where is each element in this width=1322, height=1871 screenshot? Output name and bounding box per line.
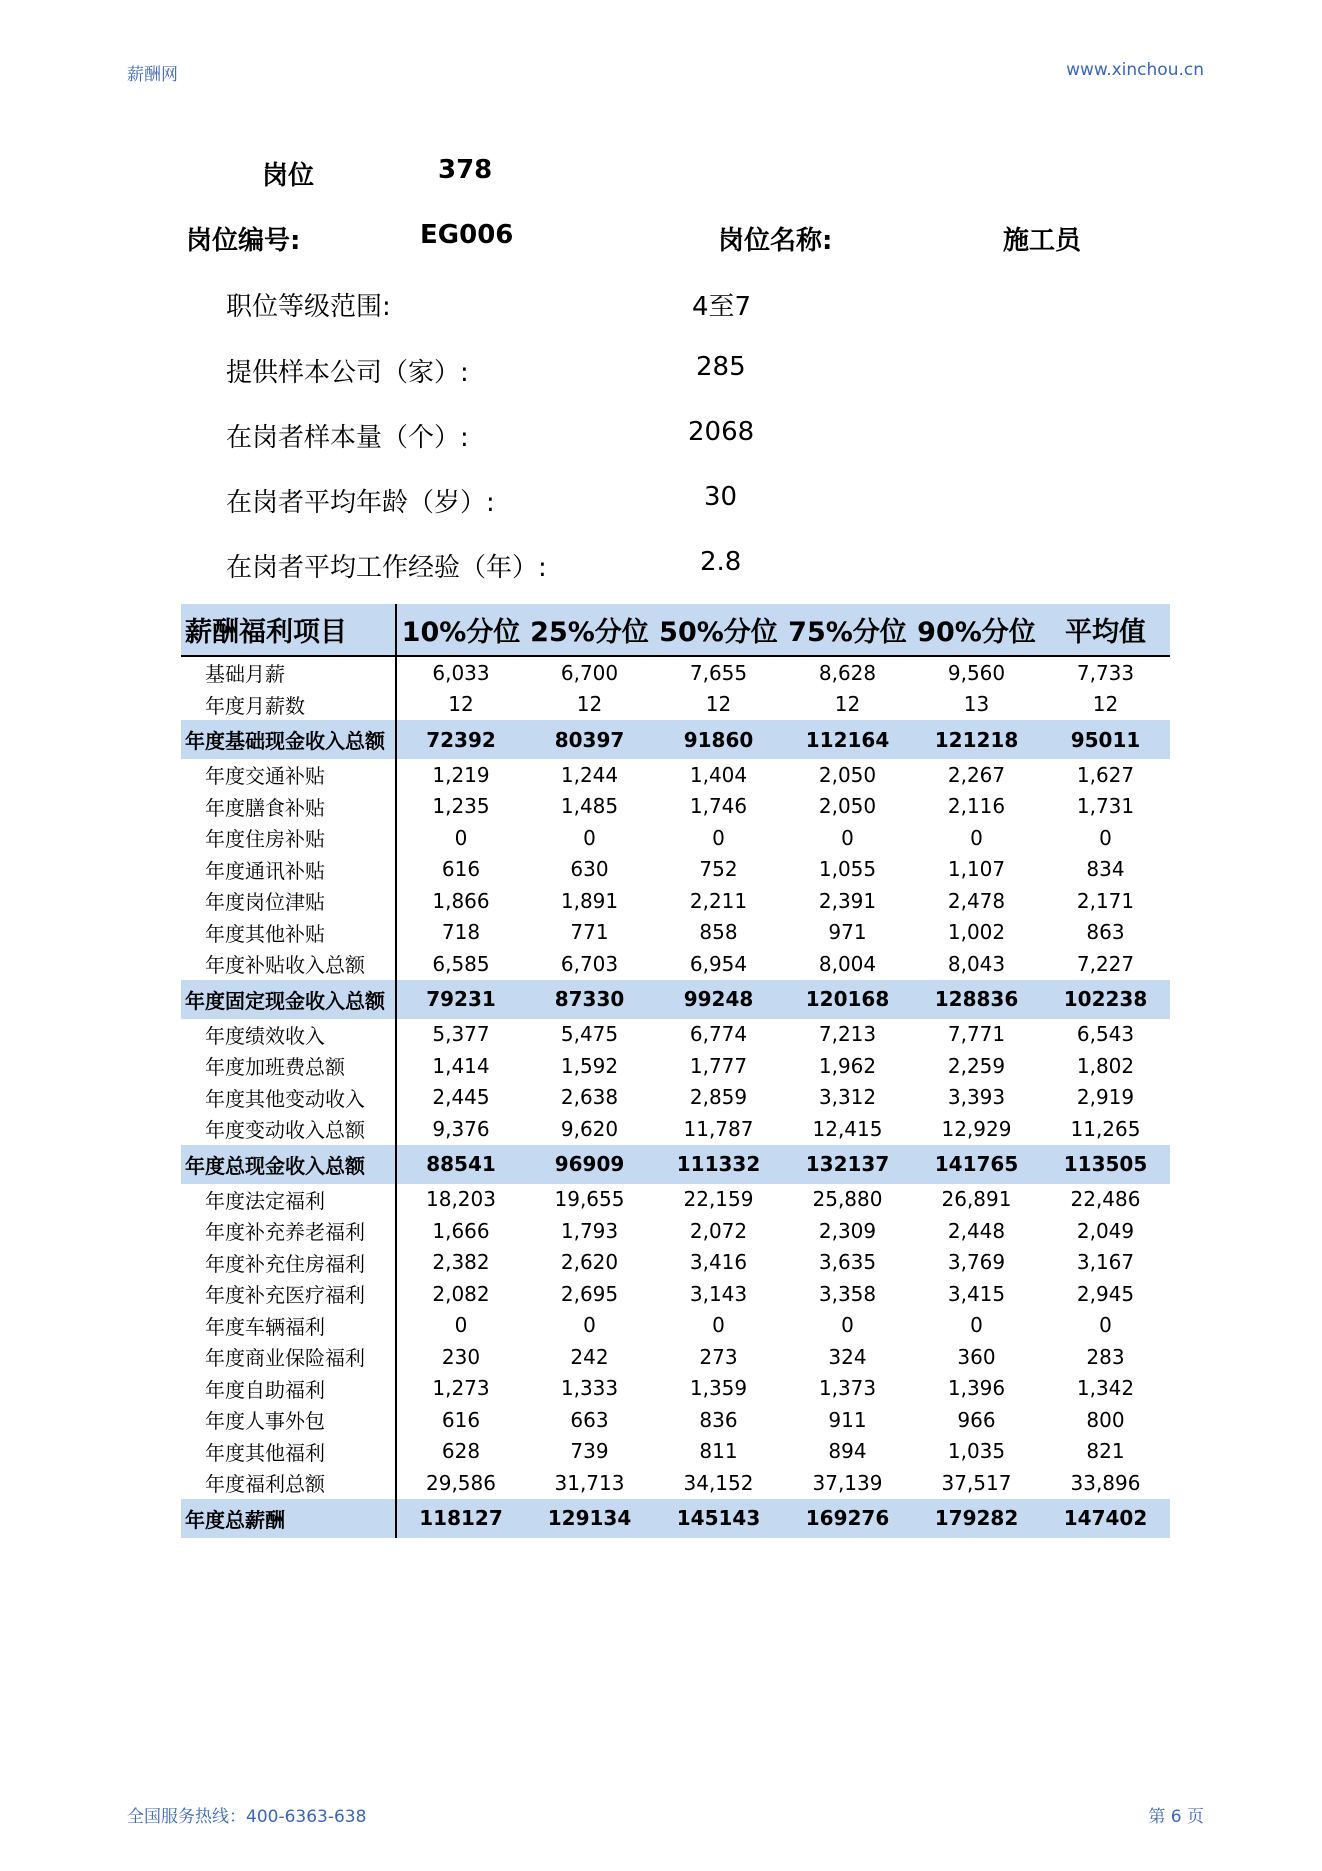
sample-size-label: 在岗者样本量（个）:: [226, 423, 469, 453]
table-cell: 2,309: [818, 1218, 877, 1243]
table-cell: 1,002: [947, 920, 1006, 945]
table-cell: 2,448: [947, 1218, 1006, 1243]
table-cell: 79231: [396, 980, 525, 1019]
table-cell: 129134: [525, 1499, 654, 1538]
table-cell: 9,376: [432, 1116, 490, 1141]
table-cell: 12,929: [941, 1116, 1012, 1141]
compensation-table: [181, 604, 1170, 1538]
table-cell: 147402: [1041, 1499, 1170, 1538]
table-cell: 821: [1086, 1439, 1125, 1464]
row-label: 年度月薪数: [181, 689, 396, 721]
row-label: 年度其他福利: [181, 1436, 396, 1468]
table-cell: 0: [970, 825, 983, 850]
table-cell: 2,391: [818, 888, 877, 913]
table-cell: 25,880: [812, 1187, 883, 1212]
sample-companies-label: 提供样本公司（家）:: [226, 358, 469, 388]
table-cell: 1,107: [947, 857, 1006, 882]
table-cell: 120168: [783, 980, 912, 1019]
table-cell: 739: [570, 1439, 609, 1464]
table-cell: 31,713: [554, 1470, 625, 1495]
column-header: 10%分位: [396, 604, 525, 656]
column-header: 薪酬福利项目: [181, 604, 396, 656]
table-row: [181, 1082, 1170, 1114]
table-cell: 718: [441, 920, 481, 945]
table-cell: 29,586: [426, 1470, 496, 1495]
table-row: [181, 822, 1170, 854]
row-label: 年度福利总额: [181, 1467, 396, 1499]
table-cell: 1,962: [818, 1053, 877, 1078]
row-label: 年度补贴收入总额: [181, 948, 396, 980]
table-cell: 1,342: [1076, 1376, 1135, 1401]
table-cell: 1,414: [432, 1053, 490, 1078]
table-cell: 2,267: [947, 762, 1006, 787]
table-cell: 22,159: [683, 1187, 754, 1212]
table-cell: 12: [448, 692, 474, 717]
table-cell: 3,393: [947, 1085, 1006, 1110]
table-cell: 2,945: [1076, 1281, 1135, 1306]
table-cell: 1,055: [818, 857, 877, 882]
table-cell: 2,072: [689, 1218, 748, 1243]
table-cell: 8,004: [818, 951, 877, 976]
table-cell: 771: [570, 920, 609, 945]
table-cell: 0: [1099, 1313, 1112, 1338]
table-cell: 37,139: [812, 1470, 883, 1495]
table-cell: 2,859: [689, 1085, 748, 1110]
table-cell: 34,152: [683, 1470, 754, 1495]
row-label: 年度补充住房福利: [181, 1247, 396, 1279]
table-row: [181, 1050, 1170, 1082]
table-cell: 616: [441, 1407, 481, 1432]
table-row: [181, 1341, 1170, 1373]
table-cell: 145143: [654, 1499, 783, 1538]
table-cell: 12: [705, 692, 732, 717]
table-cell: 3,769: [947, 1250, 1006, 1275]
table-cell: 242: [570, 1344, 609, 1369]
table-cell: 1,333: [560, 1376, 619, 1401]
table-cell: 1,793: [560, 1218, 619, 1243]
table-cell: 18,203: [426, 1187, 496, 1212]
table-cell: 3,635: [818, 1250, 877, 1275]
footer-hotline: 全国服务热线：400-6363-638: [127, 1807, 367, 1827]
average-experience-label: 在岗者平均工作经验（年）:: [226, 553, 547, 583]
table-cell: 0: [1099, 825, 1112, 850]
table-row: [181, 917, 1170, 949]
table-total-row: [181, 980, 1170, 1019]
table-cell: 12: [576, 692, 603, 717]
table-cell: 836: [699, 1407, 738, 1432]
table-cell: 118127: [396, 1499, 525, 1538]
table-cell: 0: [841, 825, 854, 850]
table-cell: 113505: [1041, 1145, 1170, 1184]
table-cell: 2,382: [432, 1250, 490, 1275]
row-label: 年度住房补贴: [181, 822, 396, 854]
site-url[interactable]: www.xinchou.cn: [1066, 60, 1204, 80]
table-cell: 0: [454, 825, 468, 850]
table-cell: 360: [957, 1344, 996, 1369]
table-cell: 121218: [912, 720, 1041, 759]
table-cell: 894: [828, 1439, 867, 1464]
position-label: 岗位: [262, 161, 315, 191]
table-cell: 2,919: [1076, 1085, 1135, 1110]
table-cell: 91860: [654, 720, 783, 759]
table-cell: 2,638: [560, 1085, 619, 1110]
table-row: [181, 1247, 1170, 1279]
table-cell: 99248: [654, 980, 783, 1019]
table-cell: 1,802: [1076, 1053, 1135, 1078]
table-cell: 0: [712, 1313, 725, 1338]
row-label: 年度膳食补贴: [181, 791, 396, 823]
table-cell: 1,666: [432, 1218, 490, 1243]
row-label: 年度车辆福利: [181, 1310, 396, 1342]
table-cell: 7,227: [1076, 951, 1135, 976]
table-cell: 6,954: [689, 951, 748, 976]
table-cell: 9,620: [560, 1116, 619, 1141]
table-row: [181, 885, 1170, 917]
table-cell: 8,628: [818, 660, 877, 685]
table-row: [181, 1113, 1170, 1145]
table-cell: 283: [1086, 1344, 1125, 1369]
table-cell: 6,543: [1076, 1022, 1135, 1047]
sample-companies-value: 285: [696, 352, 746, 382]
row-label: 年度加班费总额: [181, 1050, 396, 1082]
table-cell: 2,050: [818, 762, 877, 787]
table-cell: 3,358: [818, 1281, 877, 1306]
table-cell: 0: [712, 825, 725, 850]
table-cell: 0: [454, 1313, 468, 1338]
table-row: [181, 948, 1170, 980]
table-cell: 2,049: [1076, 1218, 1135, 1243]
table-cell: 7,771: [947, 1022, 1006, 1047]
row-label: 年度法定福利: [181, 1184, 396, 1216]
position-name-value: 施工员: [1003, 226, 1082, 256]
table-cell: 2,478: [947, 888, 1006, 913]
table-cell: 12,415: [812, 1116, 883, 1141]
page-number: 第 6 页: [1148, 1807, 1204, 1827]
table-cell: 111332: [654, 1145, 783, 1184]
table-row: [181, 656, 1170, 689]
table-cell: 7,213: [818, 1022, 877, 1047]
table-cell: 2,171: [1076, 888, 1135, 913]
table-cell: 1,627: [1076, 762, 1135, 787]
column-header: 50%分位: [654, 604, 783, 656]
row-label: 年度岗位津贴: [181, 885, 396, 917]
row-label: 年度其他变动收入: [181, 1082, 396, 1114]
table-cell: 19,655: [554, 1187, 625, 1212]
table-cell: 1,746: [689, 794, 748, 819]
table-cell: 966: [957, 1407, 996, 1432]
average-age-value: 30: [704, 482, 738, 512]
table-cell: 95011: [1041, 720, 1170, 759]
table-cell: 0: [583, 1313, 596, 1338]
table-cell: 12: [834, 692, 861, 717]
table-cell: 3,143: [689, 1281, 748, 1306]
row-label: 基础月薪: [181, 656, 396, 689]
table-cell: 2,259: [947, 1053, 1006, 1078]
table-cell: 863: [1086, 920, 1125, 945]
table-cell: 6,774: [689, 1022, 748, 1047]
column-header: 25%分位: [525, 604, 654, 656]
table-cell: 800: [1086, 1407, 1125, 1432]
table-row: [181, 1467, 1170, 1499]
table-cell: 1,219: [432, 762, 490, 787]
sample-size-value: 2068: [688, 417, 755, 447]
table-cell: 22,486: [1070, 1187, 1141, 1212]
table-row: [181, 1436, 1170, 1468]
column-header: 平均值: [1041, 604, 1170, 656]
table-row: [181, 854, 1170, 886]
table-cell: 11,787: [683, 1116, 754, 1141]
average-age-label: 在岗者平均年龄（岁）:: [226, 488, 495, 518]
table-cell: 88541: [396, 1145, 525, 1184]
table-cell: 128836: [912, 980, 1041, 1019]
grade-range-label: 职位等级范围:: [226, 292, 391, 322]
row-label: 年度通讯补贴: [181, 854, 396, 886]
table-cell: 811: [699, 1439, 738, 1464]
table-cell: 2,082: [432, 1281, 490, 1306]
row-label: 年度绩效收入: [181, 1019, 396, 1051]
table-cell: 11,265: [1070, 1116, 1141, 1141]
table-cell: 72392: [396, 720, 525, 759]
table-total-row: [181, 1145, 1170, 1184]
table-cell: 132137: [783, 1145, 912, 1184]
table-row: [181, 1278, 1170, 1310]
table-total-row: [181, 720, 1170, 759]
table-cell: 2,695: [560, 1281, 619, 1306]
table-cell: 1,273: [432, 1376, 490, 1401]
table-cell: 630: [570, 857, 609, 882]
table-cell: 2,620: [560, 1250, 619, 1275]
table-cell: 2,050: [818, 794, 877, 819]
site-name: 薪酬网: [127, 65, 178, 85]
table-body: [181, 656, 1170, 1538]
table-cell: 6,585: [432, 951, 490, 976]
table-header-row: [181, 604, 1170, 656]
table-cell: 8,043: [947, 951, 1006, 976]
table-cell: 9,560: [947, 660, 1006, 685]
table-cell: 12: [1092, 692, 1119, 717]
table-cell: 0: [970, 1313, 983, 1338]
position-code-label: 岗位编号:: [186, 226, 301, 256]
table-cell: 2,116: [947, 794, 1006, 819]
table-total-row: [181, 1499, 1170, 1538]
position-code-value: EG006: [420, 220, 514, 250]
table-cell: 80397: [525, 720, 654, 759]
table-row: [181, 1373, 1170, 1405]
table-cell: 1,592: [560, 1053, 619, 1078]
average-experience-value: 2.8: [700, 547, 742, 577]
row-label: 年度总现金收入总额: [181, 1145, 396, 1184]
table-cell: 1,866: [432, 888, 490, 913]
table-cell: 1,359: [689, 1376, 748, 1401]
table-cell: 0: [841, 1313, 854, 1338]
table-cell: 1,731: [1076, 794, 1135, 819]
table-cell: 1,485: [560, 794, 619, 819]
table-cell: 2,445: [432, 1085, 490, 1110]
table-cell: 141765: [912, 1145, 1041, 1184]
table-row: [181, 689, 1170, 721]
table-cell: 1,244: [560, 762, 619, 787]
row-label: 年度自助福利: [181, 1373, 396, 1405]
table-cell: 7,733: [1076, 660, 1135, 685]
table-cell: 102238: [1041, 980, 1170, 1019]
table-cell: 616: [441, 857, 481, 882]
table-cell: 87330: [525, 980, 654, 1019]
row-label: 年度其他补贴: [181, 917, 396, 949]
table-cell: 324: [828, 1344, 867, 1369]
table-cell: 5,377: [432, 1022, 490, 1047]
table-row: [181, 759, 1170, 791]
table-cell: 33,896: [1070, 1470, 1141, 1495]
row-label: 年度商业保险福利: [181, 1341, 396, 1373]
table-cell: 628: [441, 1439, 481, 1464]
column-header: 90%分位: [912, 604, 1041, 656]
row-label: 年度人事外包: [181, 1404, 396, 1436]
table-row: [181, 1404, 1170, 1436]
table-cell: 1,777: [689, 1053, 748, 1078]
table-cell: 834: [1086, 857, 1125, 882]
table-cell: 1,404: [689, 762, 748, 787]
row-label: 年度总薪酬: [181, 1499, 396, 1538]
table-cell: 1,235: [432, 794, 490, 819]
table-cell: 26,891: [941, 1187, 1012, 1212]
table-cell: 911: [828, 1407, 867, 1432]
table-row: [181, 791, 1170, 823]
table-cell: 3,415: [947, 1281, 1006, 1306]
table-cell: 96909: [525, 1145, 654, 1184]
row-label: 年度交通补贴: [181, 759, 396, 791]
grade-range-value: 4至7: [692, 292, 752, 322]
table-cell: 3,416: [689, 1250, 748, 1275]
table-row: [181, 1310, 1170, 1342]
table-cell: 6,033: [432, 660, 490, 685]
table-cell: 112164: [783, 720, 912, 759]
table-cell: 663: [570, 1407, 609, 1432]
row-label: 年度基础现金收入总额: [181, 720, 396, 759]
table-cell: 6,703: [560, 951, 619, 976]
position-name-label: 岗位名称:: [718, 226, 833, 256]
row-label: 年度补充养老福利: [181, 1215, 396, 1247]
table-cell: 1,891: [560, 888, 619, 913]
table-cell: 3,312: [818, 1085, 877, 1110]
table-cell: 179282: [912, 1499, 1041, 1538]
column-header: 75%分位: [783, 604, 912, 656]
table-cell: 37,517: [941, 1470, 1012, 1495]
table-cell: 858: [699, 920, 738, 945]
position-value: 378: [438, 155, 493, 185]
table-row: [181, 1019, 1170, 1051]
table-cell: 1,396: [947, 1376, 1006, 1401]
table-cell: 752: [699, 857, 738, 882]
table-row: [181, 1215, 1170, 1247]
row-label: 年度补充医疗福利: [181, 1278, 396, 1310]
table-cell: 1,035: [947, 1439, 1006, 1464]
table-cell: 2,211: [689, 888, 748, 913]
table-cell: 0: [583, 825, 596, 850]
table-cell: 13: [963, 692, 990, 717]
table-cell: 169276: [783, 1499, 912, 1538]
row-label: 年度变动收入总额: [181, 1113, 396, 1145]
table-cell: 971: [828, 920, 867, 945]
table-cell: 5,475: [560, 1022, 619, 1047]
table-cell: 230: [441, 1344, 481, 1369]
table-row: [181, 1184, 1170, 1216]
table-cell: 7,655: [689, 660, 748, 685]
table-cell: 3,167: [1076, 1250, 1135, 1275]
table-cell: 273: [699, 1344, 738, 1369]
table-cell: 1,373: [818, 1376, 877, 1401]
row-label: 年度固定现金收入总额: [181, 980, 396, 1019]
table-cell: 6,700: [560, 660, 619, 685]
